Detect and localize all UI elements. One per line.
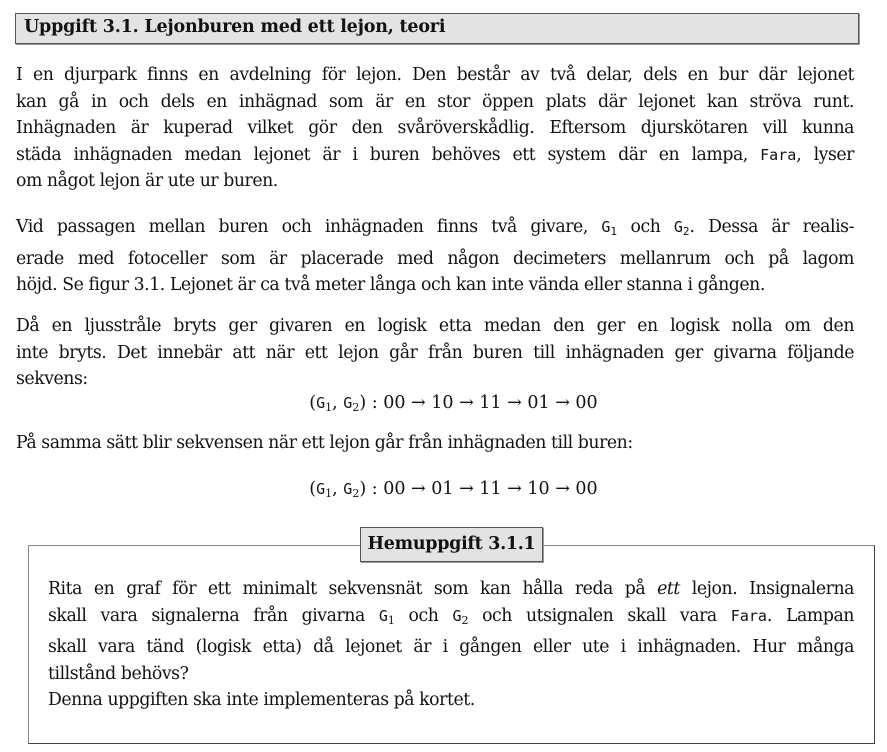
- reverse-paragraph: [16, 430, 854, 457]
- emphasis: ett: [657, 579, 680, 599]
- sequence: 00 → 01 → 11 → 10 → 00: [383, 479, 598, 499]
- subscript: 2: [352, 487, 360, 500]
- text-line: [48, 603, 854, 635]
- code-fara: Fara: [760, 145, 797, 164]
- text-fragment: städa inhägnaden medan lejonet är i buren behöves ett system där en lampa,: [16, 144, 761, 165]
- sequence-paragraph: [16, 313, 854, 393]
- subscript: 1: [387, 613, 395, 627]
- text-line: sekvens:: [16, 369, 88, 389]
- text-line: [16, 142, 854, 169]
- paren: (: [309, 393, 317, 413]
- text-line: inte bryts. Det innebär att när ett lejon går från buren till inhägnaden ger givarna följande: [16, 342, 854, 363]
- text-fragment: och: [617, 217, 674, 237]
- section-title: Uppgift 3.1. Lejonburen med ett lejon, teori: [24, 17, 446, 37]
- text-line: skall vara tänd (logisk etta) då lejonet är i gången eller ute i inhägnaden. Hur många: [48, 637, 854, 657]
- text-fragment: lejon. Insignalerna: [679, 579, 855, 599]
- text-line: På samma sätt blir sekvensen när ett lejon går från inhägnaden till buren:: [16, 433, 633, 453]
- text-fragment: . Lampan: [766, 605, 854, 626]
- text-line: om något lejon är ute ur buren.: [16, 171, 278, 191]
- text-line: kan gå in och dels en inhägnad som är en stor öppen plats där lejonet kan ströva runt.: [16, 91, 854, 112]
- subscript: 2: [461, 613, 469, 627]
- text-line: Denna uppgiften ska inte implementeras på kortet.: [48, 690, 475, 710]
- text-line: erade med fotoceller som är placerade med någon decimeters mellanrum och på lagom: [16, 248, 854, 269]
- equation-cage-to-enclosure: [0, 393, 887, 414]
- text-fragment: och utsignalen skall vara: [468, 605, 731, 626]
- symbol: G: [316, 480, 326, 498]
- symbol: G: [378, 606, 388, 625]
- subscript: 2: [682, 225, 690, 238]
- text-line: I en djurpark finns en avdelning för lejon. Den består av två delar, dels en bur där lejonet: [16, 65, 854, 85]
- symbol: G: [343, 480, 353, 498]
- intro-paragraph: [16, 62, 854, 195]
- paren: (: [309, 479, 317, 499]
- text-fragment: och: [394, 605, 453, 626]
- code-fara: Fara: [730, 606, 767, 625]
- symbol: G: [343, 394, 353, 412]
- paren: ) :: [359, 393, 384, 413]
- subscript: 2: [352, 401, 360, 414]
- text-line: Då en ljusstråle bryts ger givaren en logisk etta medan den ger en logisk nolla om den: [16, 316, 854, 336]
- subscript: 1: [325, 401, 333, 414]
- text-fragment: Rita en graf för ett minimalt sekvensnät som kan hålla reda på: [48, 579, 658, 599]
- comma: ,: [332, 479, 344, 499]
- subscript: 1: [325, 487, 333, 500]
- equation-enclosure-to-cage: [0, 479, 887, 500]
- section-title-box: [15, 13, 859, 44]
- text-fragment: skall vara signalerna från givarna: [48, 605, 379, 626]
- symbol: G: [673, 218, 683, 236]
- sensors-paragraph: [16, 214, 854, 299]
- symbol: G: [452, 606, 462, 625]
- comma: ,: [332, 393, 344, 413]
- symbol: G: [601, 218, 611, 236]
- text-line: Inhägnaden är kuperad vilket gör den svåröverskådlig. Eftersom djurskötaren vill kunna: [16, 118, 854, 138]
- homework-text: [48, 576, 854, 714]
- sequence: 00 → 10 → 11 → 01 → 00: [383, 393, 598, 413]
- code-g2: [674, 218, 690, 236]
- text-fragment: , lyser: [796, 144, 854, 165]
- text-fragment: . Dessa är realis-: [689, 217, 854, 237]
- paren: ) :: [359, 479, 384, 499]
- text-line: [16, 214, 854, 246]
- text-fragment: Vid passagen mellan buren och inhägnaden finns två givare,: [16, 217, 602, 237]
- subscript: 1: [610, 225, 618, 238]
- symbol: G: [316, 394, 326, 412]
- text-line: höjd. Se figur 3.1. Lejonet är ca två meter långa och kan inte vända eller stanna i gången.: [16, 275, 765, 295]
- code-g1: [601, 218, 617, 236]
- homework-label: Hemuppgift 3.1.1: [360, 527, 543, 562]
- text-line: [48, 576, 854, 603]
- text-line: tillstånd behövs?: [48, 663, 189, 684]
